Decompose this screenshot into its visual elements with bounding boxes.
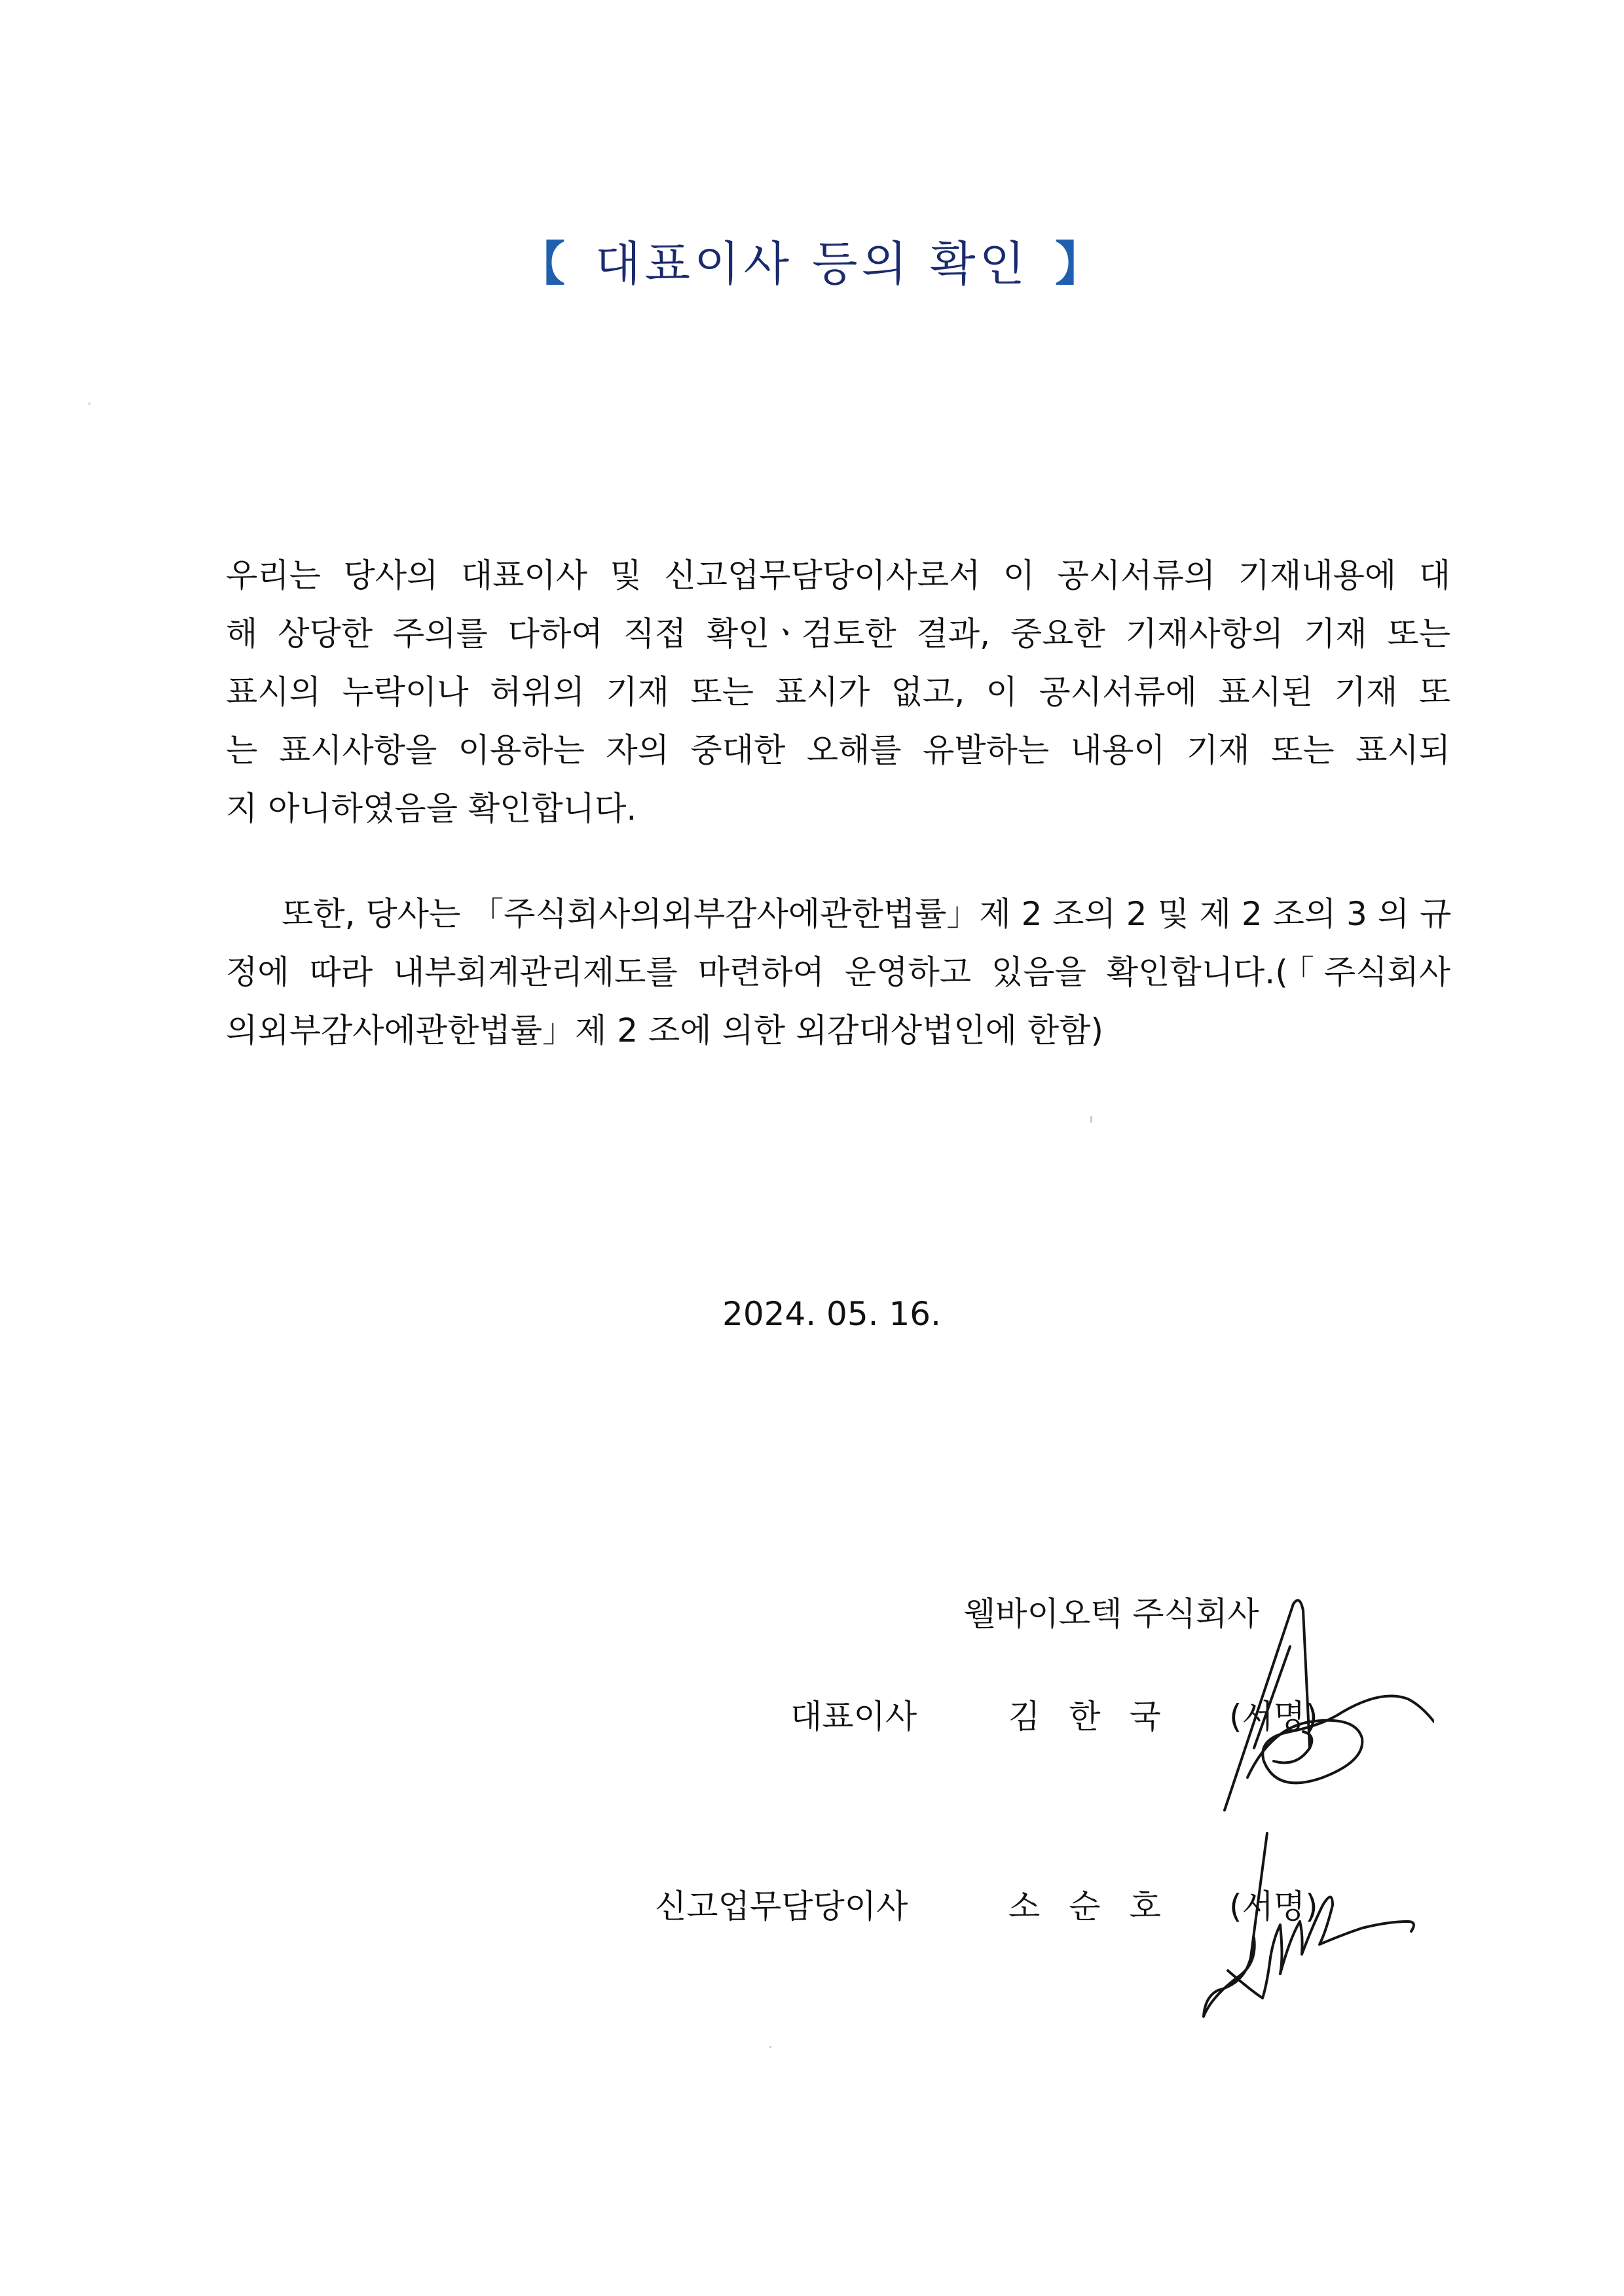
paragraph-line: 해 상당한 주의를 다하여 직접 확인ㆍ검토한 결과, 중요한 기재사항의 기재 또는: [226, 615, 1450, 653]
signatory-role: 대표이사: [790, 1698, 917, 1736]
signatory-row-disclosure-officer: [0, 1880, 1624, 1926]
paragraph-line: 지 아니하였음을 확인합니다.: [226, 790, 637, 828]
paragraph-line: 는 표시사항을 이용하는 자의 중대한 오해를 유발하는 내용이 기재 또는 표시되: [226, 731, 1450, 769]
scan-speck: [769, 2046, 771, 2048]
signatory-name: 소순호: [1008, 1887, 1190, 1925]
document-title: [0, 226, 1624, 294]
paragraph-line: 우리는 당사의 대표이사 및 신고업무담당이사로서 이 공시서류의 기재내용에 대: [226, 556, 1450, 594]
signatory-name: 김한국: [1008, 1698, 1190, 1736]
internal-control-paragraph: [226, 885, 1450, 1060]
paragraph-line: 의외부감사에관한법률」제 2 조에 의한 외감대상법인에 한함): [226, 1011, 1103, 1049]
scan-speck: [88, 403, 90, 405]
paragraph-line: 표시의 누락이나 허위의 기재 또는 표시가 없고, 이 공시서류에 표시된 기재 또: [226, 673, 1450, 711]
confirmation-paragraph: [226, 547, 1450, 838]
company-name: 웰바이오텍 주식회사: [964, 1595, 1259, 1633]
signatory-role: 신고업무담당이사: [655, 1887, 908, 1925]
signatory-row-ceo: [0, 1690, 1624, 1736]
title-text: 대표이사 등의 확인: [595, 236, 1029, 291]
document-date: 2024. 05. 16.: [722, 1295, 941, 1333]
paragraph-line: 정에 따라 내부회계관리제도를 마련하여 운영하고 있음을 확인합니다.(「주식회사: [226, 953, 1450, 991]
signature-label: (서명): [1229, 1698, 1318, 1736]
scan-speck: [1090, 1116, 1092, 1123]
title-bracket-open: 【: [517, 236, 569, 291]
title-bracket-close: 】: [1055, 236, 1107, 291]
signature-label: (서명): [1229, 1887, 1318, 1925]
paragraph-line: 또한, 당사는 「주식회사의외부감사에관한법률」제 2 조의 2 및 제 2 조의 3 의 규: [282, 895, 1452, 933]
